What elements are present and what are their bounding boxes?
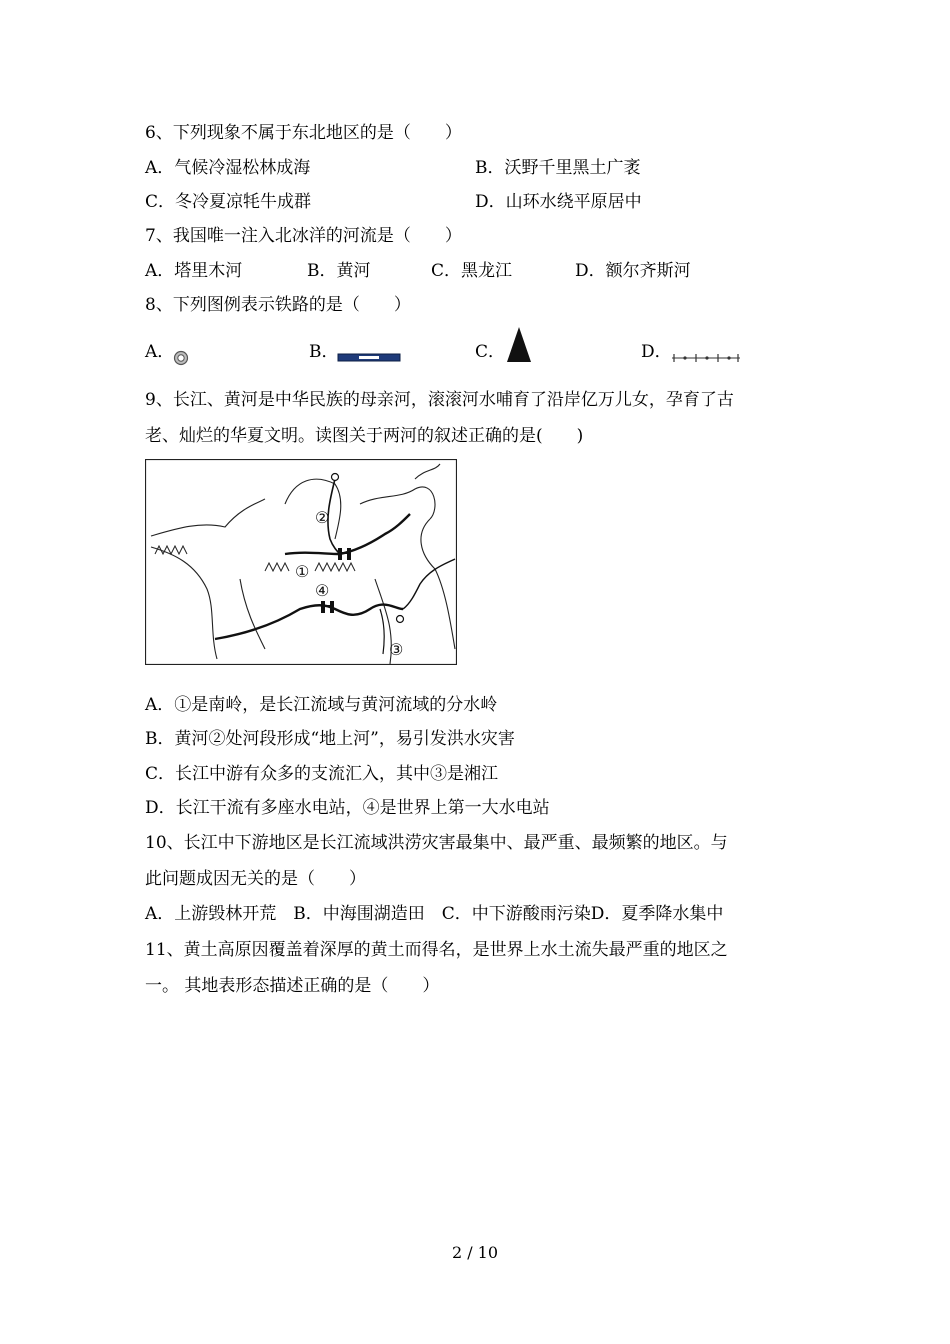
q8-option-a: A． — [145, 342, 175, 362]
q7-option-a: A．塔里木河 — [145, 261, 243, 281]
boundary-line-icon — [671, 353, 741, 363]
map-label-1: ① — [295, 562, 310, 581]
q6-option-b: B．沃野千里黑土广袤 — [475, 158, 641, 178]
q10-options: A．上游毁林开荒 B．中海围湖造田 C．中下游酸雨污染D．夏季降水集中 — [145, 904, 724, 924]
city-circle-icon — [173, 350, 189, 366]
q9-stem-line2: 老、灿烂的华夏文明。读图关于两河的叙述正确的是( ) — [145, 426, 584, 446]
q6-option-d: D．山环水绕平原居中 — [475, 192, 642, 212]
q9-option-a: A．①是南岭，是长江流域与黄河流域的分水岭 — [145, 695, 498, 715]
q11-stem-line1: 11、黄土高原因覆盖着深厚的黄土而得名，是世界上水土流失最严重的地区之 — [145, 940, 728, 960]
q8-stem: 8、下列图例表示铁路的是（ ） — [145, 295, 411, 315]
q11-stem-line2: 一。 其地表形态描述正确的是（ ） — [145, 976, 440, 996]
q6-option-c: C．冬冷夏凉牦牛成群 — [145, 192, 312, 212]
q9-option-c: C．长江中游有众多的支流汇入，其中③是湘江 — [145, 764, 499, 784]
q10-stem-line1: 10、长江中下游地区是长江流域洪涝灾害最集中、最严重、最频繁的地区。与 — [145, 833, 728, 853]
railway-symbol-icon — [337, 353, 401, 363]
q7-option-c: C．黑龙江 — [431, 261, 513, 281]
q6-option-a: A．气候冷湿松林成海 — [145, 158, 311, 178]
q8-option-d: D． — [641, 342, 672, 362]
map-label-3: ③ — [389, 640, 404, 659]
q9-option-b: B．黄河②处河段形成“地上河”，易引发洪水灾害 — [145, 729, 515, 749]
q7-option-b: B．黄河 — [307, 261, 371, 281]
q9-stem-line1: 9、长江、黄河是中华民族的母亲河，滚滚河水哺育了沿岸亿万儿女，孕育了古 — [145, 390, 734, 410]
rivers-map — [145, 459, 457, 665]
q7-option-d: D．额尔齐斯河 — [575, 261, 691, 281]
map-label-4: ④ — [315, 581, 330, 600]
q8-option-b: B． — [309, 342, 339, 362]
q7-stem: 7、我国唯一注入北冰洋的河流是（ ） — [145, 226, 462, 246]
q8-option-c: C． — [475, 342, 506, 362]
page-number: 2 / 10 — [451, 1243, 499, 1262]
q6-stem: 6、下列现象不属于东北地区的是（ ） — [145, 123, 462, 143]
mountain-peak-icon — [506, 326, 532, 364]
q10-stem-line2: 此问题成因无关的是（ ） — [145, 869, 366, 889]
q9-option-d: D．长江干流有多座水电站，④是世界上第一大水电站 — [145, 798, 550, 818]
map-label-2: ② — [315, 508, 330, 527]
